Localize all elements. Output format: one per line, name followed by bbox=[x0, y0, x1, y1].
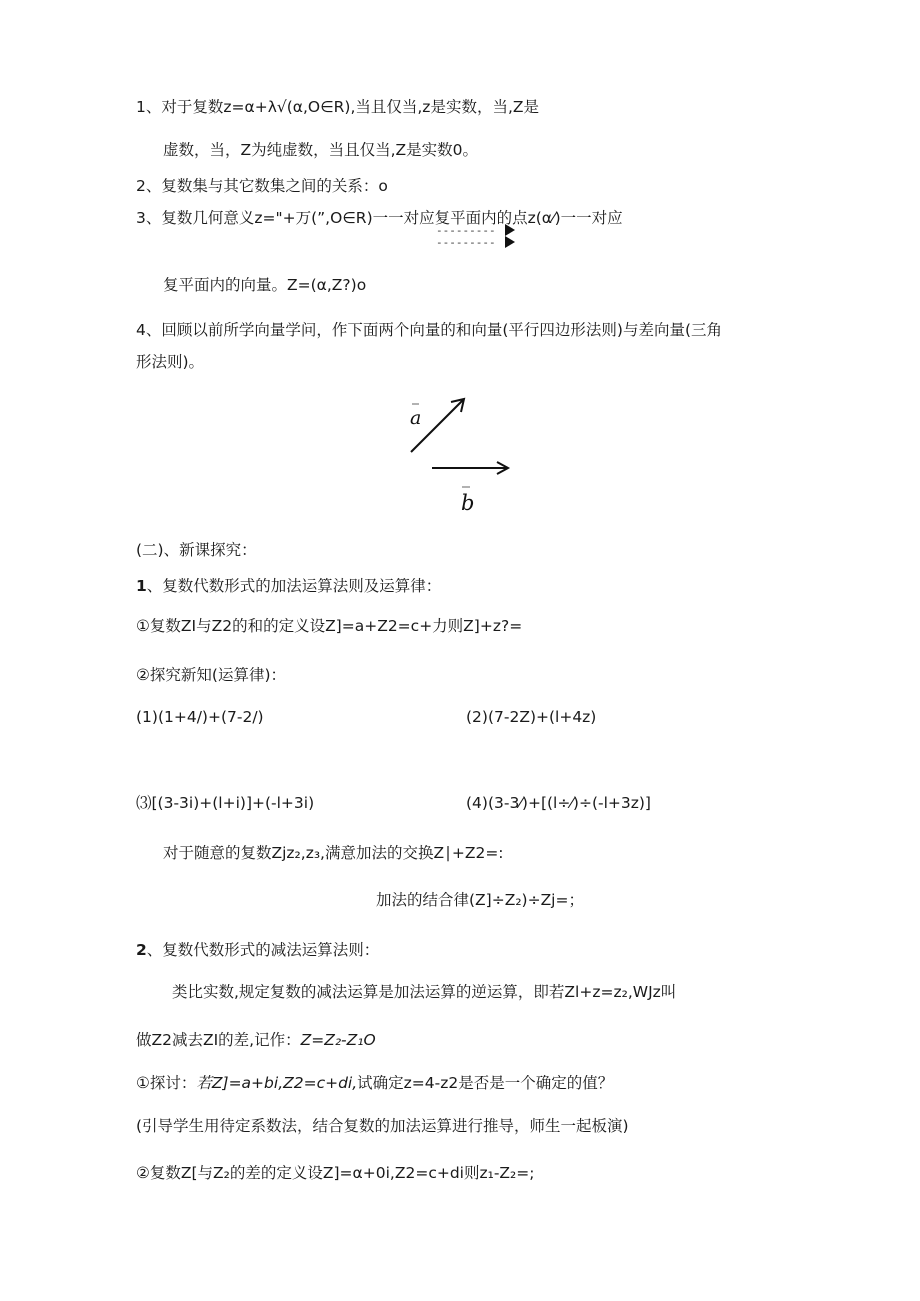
section-heading: (二)、新课探究： bbox=[136, 541, 257, 559]
discussion-line bbox=[136, 1073, 613, 1093]
problem-2: (2)(7-2Z)+(l+4z) bbox=[466, 708, 597, 726]
discussion-label: ①探讨： bbox=[136, 1074, 197, 1092]
commutative-law: 对于随意的复数Zjz₂,z₃,满意加法的交换Z∣+Z2=: bbox=[163, 844, 504, 862]
vector-a-label: a bbox=[410, 407, 422, 429]
heading-2-text: 、复数代数形式的减法运算法则： bbox=[146, 941, 380, 959]
explore-line: ②探究新知(运算律)： bbox=[136, 666, 286, 684]
heading-1-text: 、复数代数形式的加法运算法则及运算律： bbox=[146, 577, 442, 595]
dashes-2: --------- bbox=[436, 236, 496, 249]
line-4: 3、复数几何意义z="+万(”,O∈R)一一对应复平面内的点z(α⁄)一一对应 bbox=[136, 209, 623, 227]
vector-b-arrow bbox=[432, 462, 508, 474]
heading-2-number: 2 bbox=[136, 941, 147, 959]
heading-1 bbox=[136, 576, 441, 596]
discussion-question: 试确定z=4-z2是否是一个确定的值？ bbox=[357, 1074, 614, 1092]
guidance-note: (引导学生用待定系数法，结合复数的加法运算进行推导，师生一起板演) bbox=[136, 1117, 629, 1135]
definition-1: ①复数ZI与Z2的和的定义设Z]=a+Z2=c+力则Z]+z?= bbox=[136, 617, 523, 635]
line-7: 形法则)。 bbox=[136, 353, 205, 371]
problem-4: (4)(3-3⁄)+[(l÷⁄)÷(-l+3z)] bbox=[466, 794, 651, 812]
arrowhead-2 bbox=[505, 236, 515, 248]
dashes-1: --------- bbox=[436, 224, 496, 237]
vector-b-label: b bbox=[461, 491, 475, 515]
analogy-line: 类比实数,规定复数的减法运算是加法运算的逆运算，即若Zl+z=z₂,WJz叫 bbox=[172, 983, 677, 1001]
difference-text: 做Z2减去ZI的差,记作： bbox=[136, 1031, 301, 1049]
line-5: 复平面内的向量。Z=(α,Z?)o bbox=[163, 276, 367, 294]
discussion-formula: 若Z]=a+bi,Z2=c+di, bbox=[196, 1074, 358, 1092]
associative-law: 加法的结合律(Z]÷Z₂)÷Zj=； bbox=[376, 891, 584, 909]
line-2: 虚数，当，Z为纯虚数，当且仅当,Z是实数0。 bbox=[163, 141, 479, 159]
difference-formula: Z=Z₂-Z₁O bbox=[300, 1031, 376, 1049]
heading-1-number: 1 bbox=[136, 577, 147, 595]
vector-figure bbox=[395, 390, 525, 518]
arrowhead-1 bbox=[505, 224, 515, 236]
problem-3: ⑶[(3-3i)+(l+i)]+(-l+3i) bbox=[136, 794, 315, 812]
line-3: 2、复数集与其它数集之间的关系：o bbox=[136, 177, 388, 195]
line-1: 1、对于复数z=α+λ√(α,O∈R),当且仅当,z是实数，当,Z是 bbox=[136, 98, 539, 116]
difference-line bbox=[136, 1030, 376, 1050]
problem-1: (1)(1+4/)+(7-2/) bbox=[136, 708, 264, 726]
definition-2: ②复数Z[与Z₂的差的定义设Z]=α+0i,Z2=c+di则z₁-Z₂=; bbox=[136, 1164, 535, 1182]
heading-2 bbox=[136, 940, 379, 960]
line-6: 4、回顾以前所学向量学问，作下面两个向量的和向量(平行四边形法则)与差向量(三角 bbox=[136, 321, 723, 339]
